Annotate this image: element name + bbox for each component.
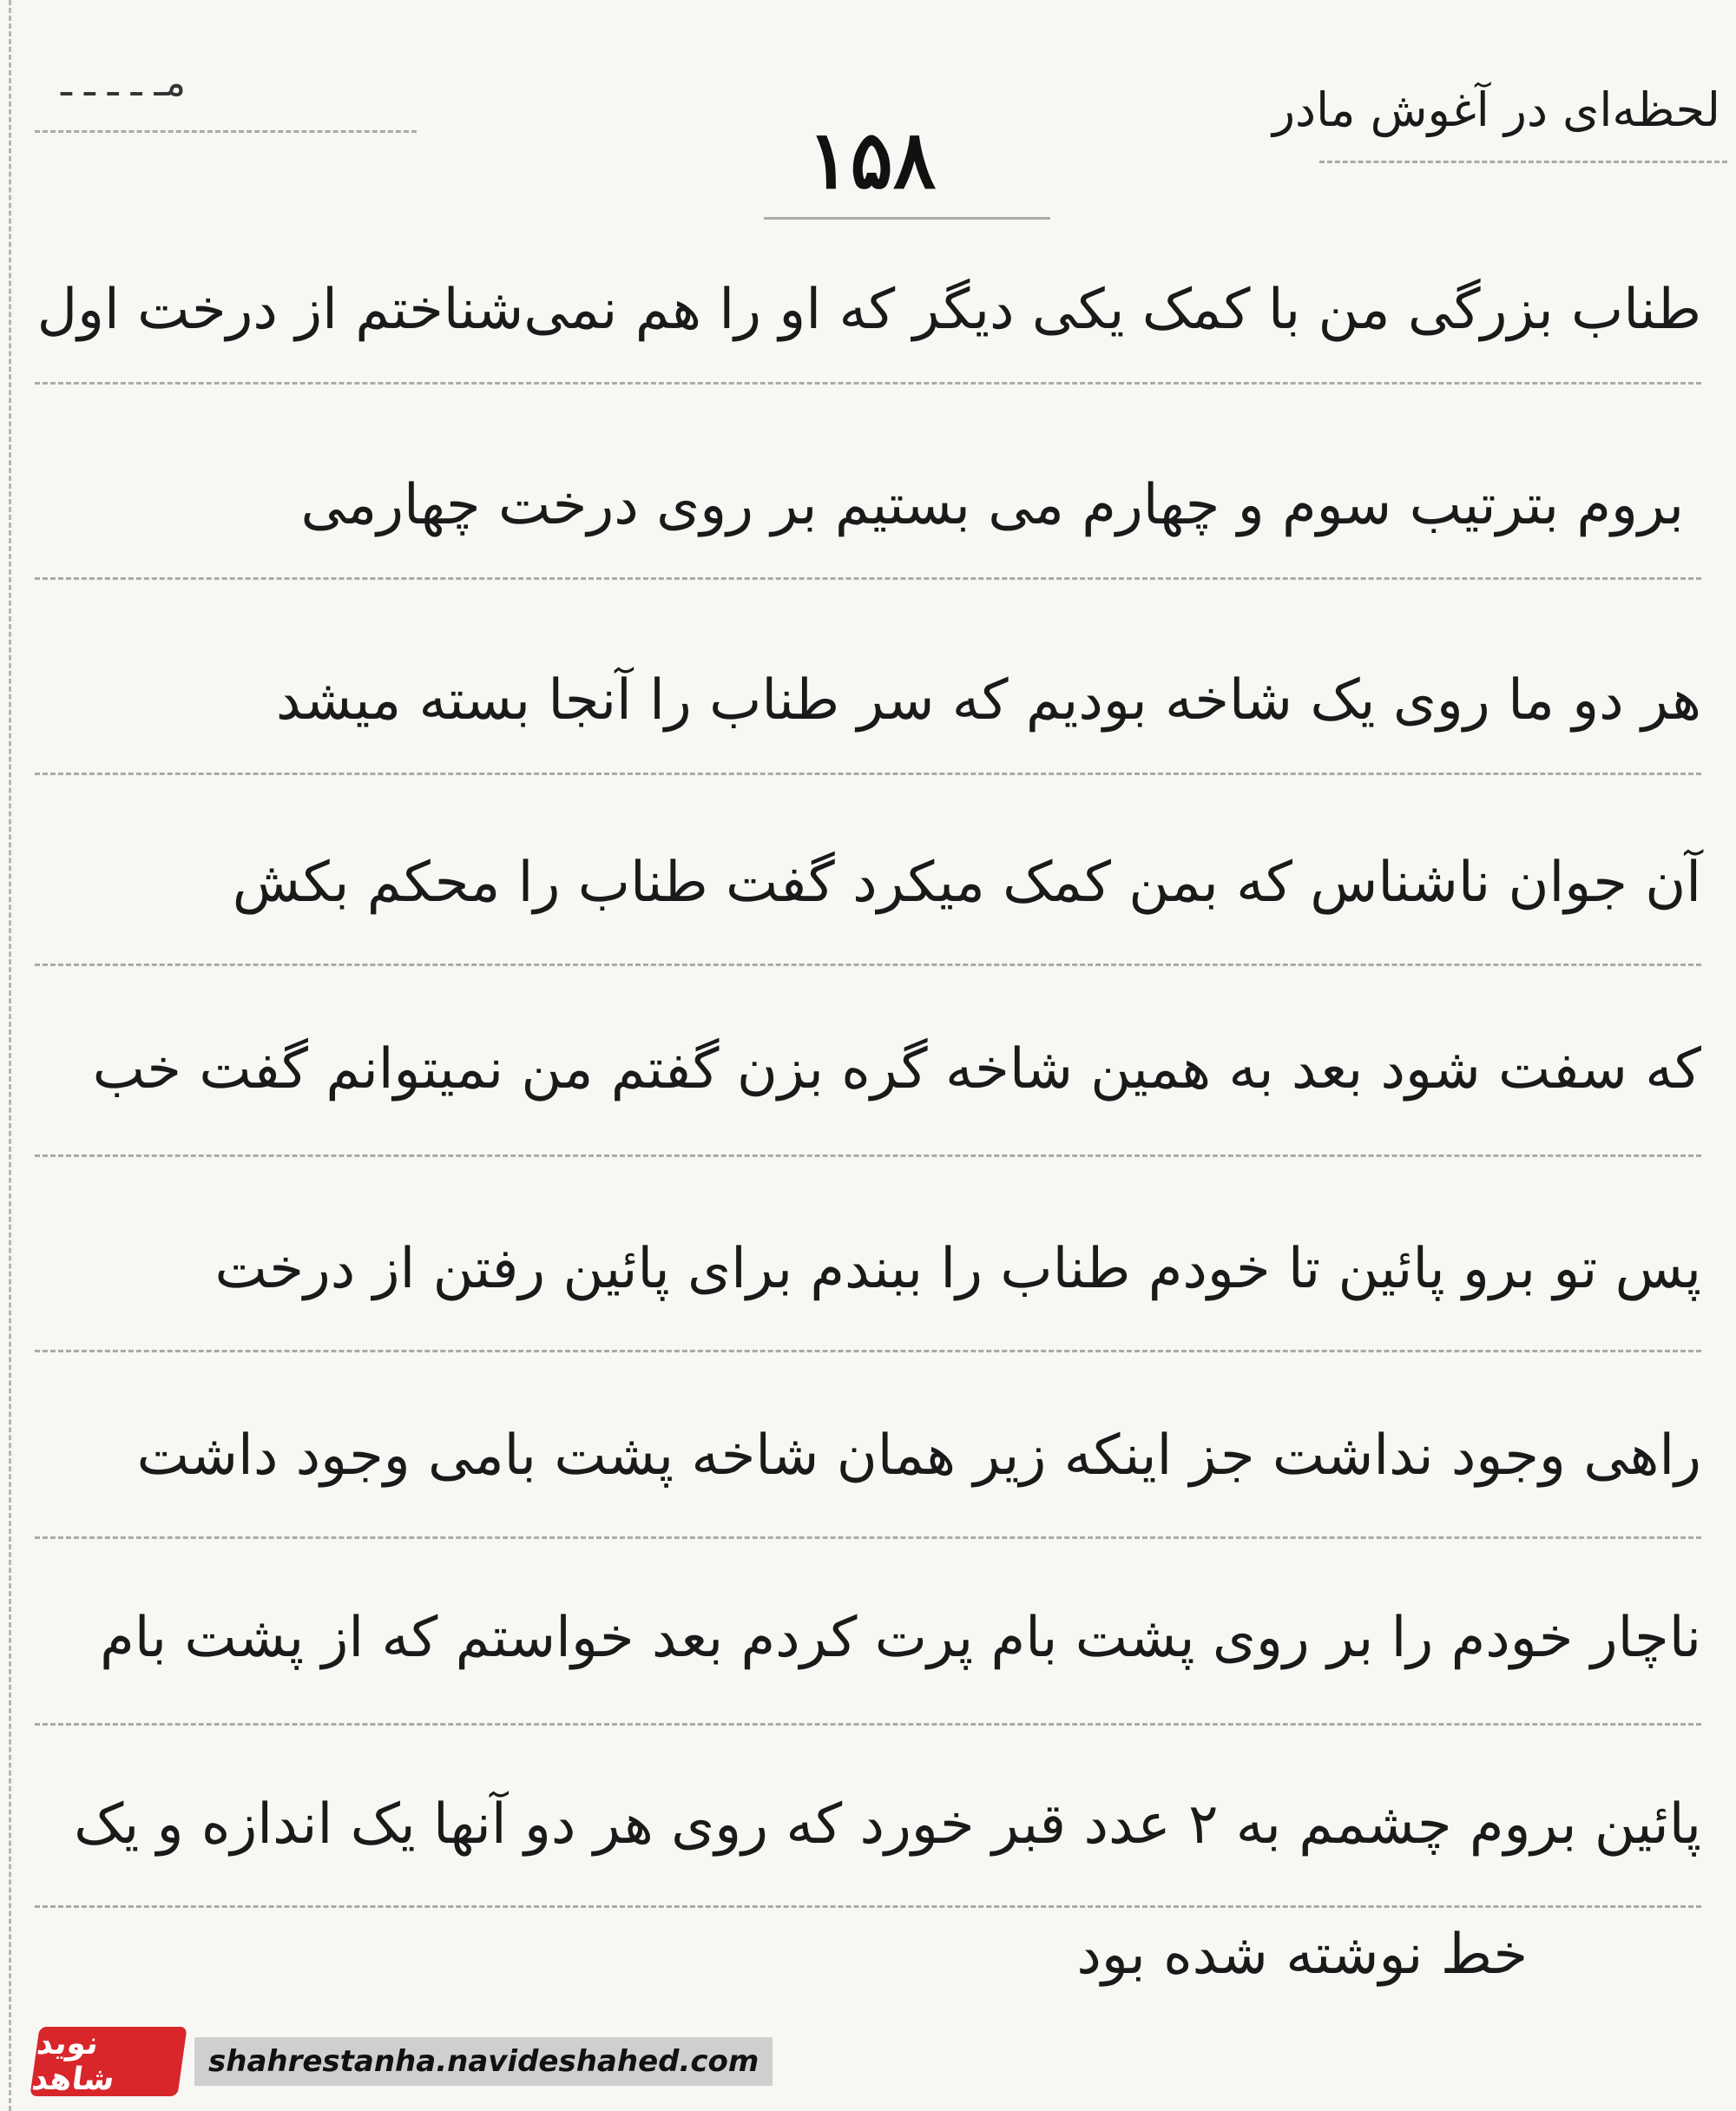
ruled-line <box>35 1536 1701 1539</box>
body-line-6: پس تو برو پائین تا خودم طناب را ببندم برای پائین رفتن از درخت <box>214 1237 1701 1301</box>
ruled-line <box>35 382 1701 385</box>
navideshahed-logo: نوید شاهد <box>30 2027 187 2096</box>
body-line-1: طناب بزرگی من با کمک یکی دیگر که او را هم نمی‌شناختم از درخت اول <box>36 278 1701 342</box>
header-left-mark: مـ ـ ـ ـ ـ <box>61 61 186 105</box>
body-line-10: خط نوشته شده بود <box>1076 1923 1528 1987</box>
body-line-8: ناچار خودم را بر روی پشت بام پرت کردم بعد خواستم که از پشت بام <box>100 1606 1701 1670</box>
ruled-line <box>35 577 1701 580</box>
body-line-3: هر دو ما روی یک شاخه بودیم که سر طناب را آنجا بسته میشد <box>275 668 1701 733</box>
ruled-line <box>35 773 1701 775</box>
header-left-underline <box>35 130 417 133</box>
ruled-line <box>35 1350 1701 1352</box>
page-number-underline <box>764 217 1050 220</box>
watermark <box>30 2026 773 2097</box>
body-line-9: پائین بروم چشمم به ۲ عدد قبر خورد که روی هر دو آنها یک اندازه و یک <box>74 1792 1701 1857</box>
ruled-line <box>35 1905 1701 1908</box>
header-title: لحظه‌ای در آغوش مادر <box>1272 82 1720 137</box>
watermark-url: shahrestanha.navideshahed.com <box>194 2037 773 2086</box>
page-number: ۱۵۸ <box>807 113 937 207</box>
ruled-line <box>35 963 1701 966</box>
body-line-2: بروم بترتیب سوم و چهارم می بستیم بر روی درخت چهارمی <box>300 473 1684 537</box>
body-line-7: راهی وجود نداشت جز اینکه زیر همان شاخه پشت بامی وجود داشت <box>136 1424 1701 1488</box>
ruled-line <box>35 1723 1701 1726</box>
ruled-line <box>35 1154 1701 1157</box>
body-line-4: آن جوان ناشناس که بمن کمک میکرد گفت طناب را محکم بکش <box>232 851 1701 915</box>
header-underline <box>1319 161 1727 163</box>
body-line-5: که سفت شود بعد به همین شاخه گره بزن گفتم من نمیتوانم گفت خب <box>92 1037 1701 1102</box>
